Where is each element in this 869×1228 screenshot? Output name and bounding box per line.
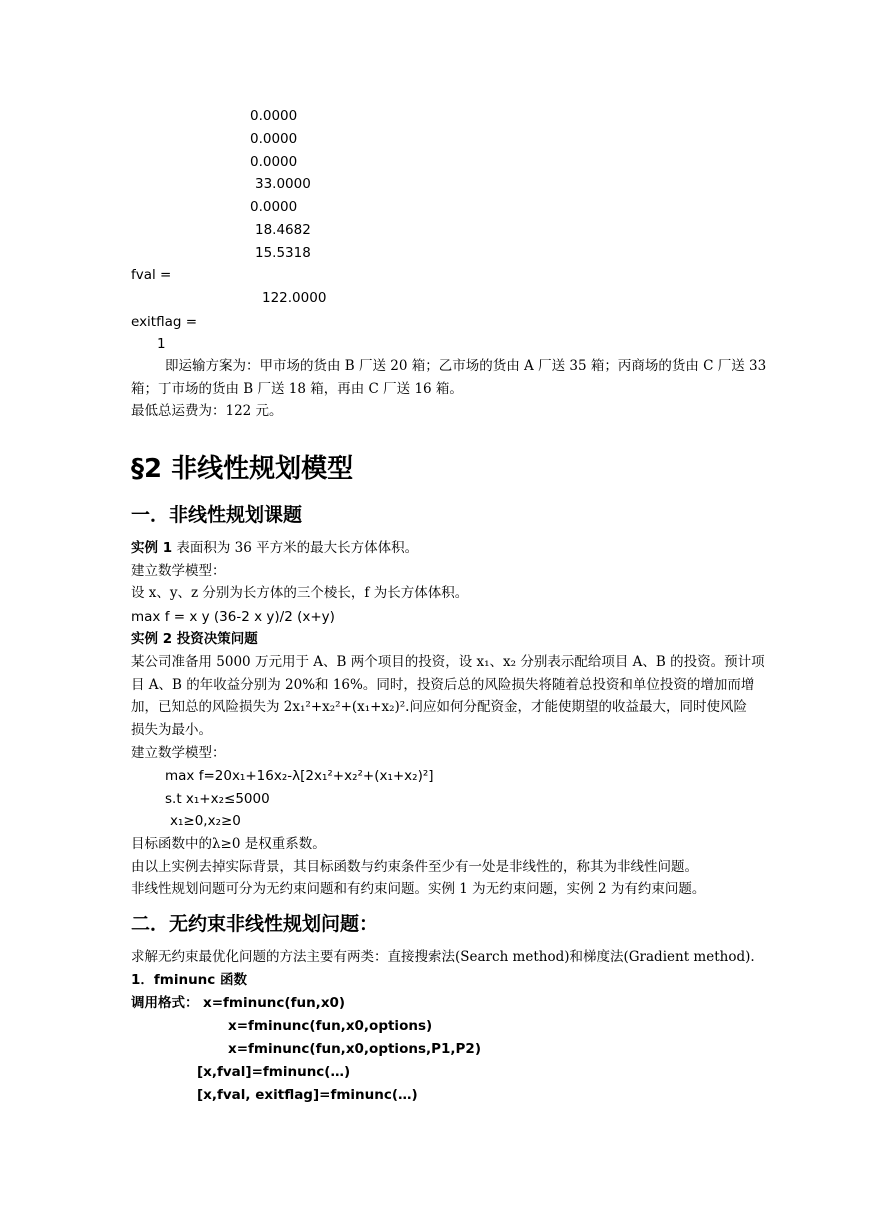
x-value-1: 0.0000 bbox=[250, 108, 298, 124]
example-1-label: 实例 1 bbox=[131, 540, 173, 556]
x-value-3: 0.0000 bbox=[250, 154, 298, 170]
x-value-7: 15.5318 bbox=[255, 245, 311, 261]
subsection-title-2: 二．无约束非线性规划问题： bbox=[131, 913, 379, 935]
call-syntax-4: [x,fval]=fminunc(…) bbox=[197, 1064, 351, 1080]
constraint-nonneg: x₁≥0,x₂≥0 bbox=[170, 813, 241, 829]
example-2-para-line2: 目 A、B 的年收益分别为 20%和 16%。同时，投资后总的风险损失将随着总投资和单位投资的增加而增 bbox=[131, 677, 755, 693]
objective-2: max f=20x₁+16x₂-λ[2x₁²+x₂²+(x₁+x₂)²] bbox=[165, 768, 434, 784]
plan-text-line2: 箱；丁市场的货由 B 厂送 18 箱，再由 C 厂送 16 箱。 bbox=[131, 381, 463, 397]
plan-text-line1: 即运输方案为：甲市场的货由 B 厂送 20 箱；乙市场的货由 A 厂送 35 箱；丙商场的货由 C 厂送 33 bbox=[165, 358, 767, 374]
min-cost-text: 最低总运费为：122 元。 bbox=[131, 403, 283, 419]
call-syntax-5: [x,fval, exitflag]=fminunc(…) bbox=[197, 1087, 418, 1103]
call-syntax-1: x=fminunc(fun,x0) bbox=[203, 995, 346, 1011]
example-1-line bbox=[131, 538, 418, 558]
example-2-title: 实例 2 投资决策问题 bbox=[131, 631, 258, 647]
subsection-title-1: 一．非线性规划课题 bbox=[131, 504, 303, 526]
call-syntax-2: x=fminunc(fun,x0,options) bbox=[228, 1018, 433, 1034]
exitflag-value: 1 bbox=[157, 336, 166, 352]
model-intro-2: 建立数学模型： bbox=[131, 745, 226, 761]
summary-line2: 非线性规划问题可分为无约束问题和有约束问题。实例 1 为无约束问题，实例 2 为有约束问题。 bbox=[131, 881, 706, 897]
example-1-text: 表面积为 36 平方米的最大长方体体积。 bbox=[172, 540, 419, 556]
constraint-sum: s.t x₁+x₂≤5000 bbox=[165, 791, 270, 807]
exitflag-label: exitflag = bbox=[131, 314, 198, 330]
example-2-para-line3: 加，已知总的风险损失为 2x₁²+x₂²+(x₁+x₂)².问应如何分配资金，才能使期望的收益最大，同时使风险 bbox=[131, 699, 747, 715]
call-syntax-3: x=fminunc(fun,x0,options,P1,P2) bbox=[228, 1041, 481, 1057]
section-title: §2 非线性规划模型 bbox=[131, 454, 354, 484]
fval-label: fval = bbox=[131, 267, 172, 283]
x-value-6: 18.4682 bbox=[255, 222, 311, 238]
variables-description: 设 x、y、z 分别为长方体的三个棱长，f 为长方体体积。 bbox=[131, 585, 469, 601]
model-intro-1: 建立数学模型： bbox=[131, 563, 226, 579]
x-value-5: 0.0000 bbox=[250, 199, 298, 215]
summary-line1: 由以上实例去掉实际背景，其目标函数与约束条件至少有一处是非线性的，称其为非线性问题。 bbox=[131, 859, 698, 875]
x-value-4: 33.0000 bbox=[255, 176, 311, 192]
lambda-note: 目标函数中的λ≥0 是权重系数。 bbox=[131, 836, 326, 852]
fval-value: 122.0000 bbox=[262, 290, 327, 306]
methods-text: 求解无约束最优化问题的方法主要有两类：直接搜索法(Search method)和梯度法(Gradient method). bbox=[131, 949, 755, 965]
call-format-label: 调用格式： bbox=[131, 995, 199, 1011]
example-2-para-line1: 某公司准备用 5000 万元用于 A、B 两个项目的投资，设 x₁、x₂ 分别表示配给项目 A、B 的投资。预计项 bbox=[131, 654, 765, 670]
example-2-para-line4: 损失为最小。 bbox=[131, 722, 212, 738]
x-value-2: 0.0000 bbox=[250, 131, 298, 147]
fminunc-heading: 1．fminunc 函数 bbox=[131, 972, 247, 988]
objective-1: max f = x y (36-2 x y)/2 (x+y) bbox=[131, 609, 335, 625]
